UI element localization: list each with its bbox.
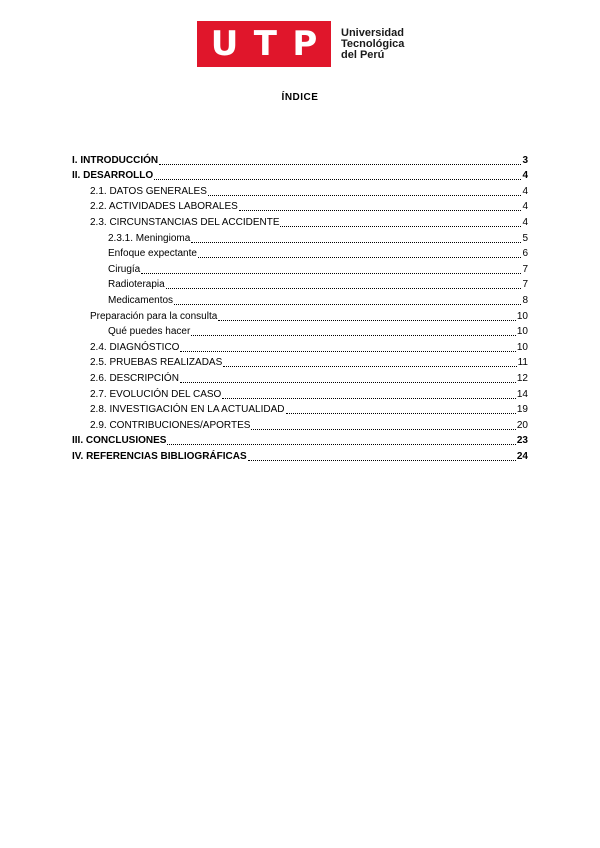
logo-letter-u: U xyxy=(210,24,239,64)
toc-entry-page: 7 xyxy=(522,263,528,275)
toc-entry[interactable] xyxy=(72,447,528,463)
toc-dot-leader xyxy=(280,217,521,227)
toc-entry[interactable] xyxy=(72,245,528,261)
toc-dot-leader xyxy=(223,357,516,367)
toc-dot-leader xyxy=(191,326,516,336)
toc-entry-page: 11 xyxy=(517,357,528,369)
toc-entry-label: Cirugía xyxy=(108,263,141,275)
toc-entry-label: 2.1. DATOS GENERALES xyxy=(90,185,207,197)
toc-entry-page: 10 xyxy=(516,310,528,322)
toc-entry[interactable] xyxy=(72,213,528,229)
toc-entry-label: 2.9. CONTRIBUCIONES/APORTES xyxy=(90,419,251,431)
toc-entry-label: Medicamentos xyxy=(108,294,174,306)
toc-entry[interactable] xyxy=(72,229,528,245)
toc-entry-label: II. DESARROLLO xyxy=(72,170,154,182)
toc-dot-leader xyxy=(159,155,521,165)
toc-entry-label: IV. REFERENCIAS BIBLIOGRÁFICAS xyxy=(72,450,247,462)
toc-entry-label: 2.8. INVESTIGACIÓN EN LA ACTUALIDAD xyxy=(90,404,285,416)
toc-entry[interactable] xyxy=(72,260,528,276)
toc-entry-page: 19 xyxy=(516,404,528,416)
toc-entry-label: 2.6. DESCRIPCIÓN xyxy=(90,372,179,384)
toc-entry[interactable] xyxy=(72,276,528,292)
toc-dot-leader xyxy=(248,451,516,461)
toc-entry-label: Preparación para la consulta xyxy=(90,310,218,322)
toc-entry-page: 4 xyxy=(522,216,528,228)
toc-dot-leader xyxy=(198,248,521,258)
toc-entry-label: 2.3. CIRCUNSTANCIAS DEL ACCIDENTE xyxy=(90,216,280,228)
table-of-contents xyxy=(72,151,528,463)
toc-dot-leader xyxy=(218,311,516,321)
toc-entry[interactable] xyxy=(72,307,528,323)
page-title: ÍNDICE xyxy=(281,92,319,103)
toc-entry-label: 2.3.1. Meningioma xyxy=(108,232,191,244)
utp-logo-mark xyxy=(197,21,331,67)
toc-dot-leader xyxy=(180,342,515,352)
toc-entry[interactable] xyxy=(72,182,528,198)
toc-entry-label: 2.5. PRUEBAS REALIZADAS xyxy=(90,357,223,369)
toc-entry-page: 4 xyxy=(522,185,528,197)
toc-entry-label: Qué puedes hacer xyxy=(108,326,191,338)
utp-logo xyxy=(197,21,404,67)
toc-dot-leader xyxy=(208,186,522,196)
toc-entry-page: 4 xyxy=(522,201,528,213)
toc-entry-label: I. INTRODUCCIÓN xyxy=(72,154,159,166)
toc-entry-page: 12 xyxy=(516,372,528,384)
toc-entry[interactable] xyxy=(72,151,528,167)
toc-dot-leader xyxy=(191,233,521,243)
toc-dot-leader xyxy=(166,279,522,289)
toc-entry-page: 23 xyxy=(516,435,528,447)
toc-entry-page: 20 xyxy=(516,419,528,431)
toc-entry-page: 5 xyxy=(522,232,528,244)
toc-dot-leader xyxy=(239,201,522,211)
toc-entry-page: 3 xyxy=(522,154,528,166)
toc-entry-page: 14 xyxy=(516,388,528,400)
toc-dot-leader xyxy=(286,404,516,414)
toc-dot-leader xyxy=(154,170,521,180)
logo-letter-p: P xyxy=(292,24,318,64)
toc-entry[interactable] xyxy=(72,369,528,385)
logo-line-1: Universidad xyxy=(341,26,404,39)
toc-entry-page: 8 xyxy=(522,294,528,306)
toc-dot-leader xyxy=(167,435,515,445)
toc-entry-label: 2.4. DIAGNÓSTICO xyxy=(90,341,180,353)
toc-entry[interactable] xyxy=(72,338,528,354)
toc-dot-leader xyxy=(222,389,516,399)
logo-letter-t: T xyxy=(253,24,277,64)
toc-entry[interactable] xyxy=(72,323,528,339)
utp-logo-wordmark xyxy=(341,28,404,61)
toc-entry-page: 10 xyxy=(516,341,528,353)
toc-entry-page: 6 xyxy=(522,248,528,260)
toc-entry-page: 24 xyxy=(516,450,528,462)
toc-entry-label: Enfoque expectante xyxy=(108,248,197,260)
toc-entry[interactable] xyxy=(72,291,528,307)
toc-entry[interactable] xyxy=(72,385,528,401)
toc-dot-leader xyxy=(141,264,521,274)
toc-entry[interactable] xyxy=(72,432,528,448)
toc-dot-leader xyxy=(174,295,521,305)
toc-entry-label: III. CONCLUSIONES xyxy=(72,435,167,447)
toc-entry-label: 2.2. ACTIVIDADES LABORALES xyxy=(90,201,238,213)
toc-entry-page: 7 xyxy=(522,279,528,291)
toc-entry-page: 4 xyxy=(522,170,528,182)
toc-entry-page: 10 xyxy=(516,326,528,338)
toc-entry-label: 2.7. EVOLUCIÓN DEL CASO xyxy=(90,388,222,400)
toc-dot-leader xyxy=(180,373,516,383)
logo-line-2: Tecnológica xyxy=(341,37,405,50)
toc-entry[interactable] xyxy=(72,198,528,214)
toc-entry[interactable] xyxy=(72,354,528,370)
toc-entry-label: Radioterapia xyxy=(108,279,165,291)
logo-line-3: del Perú xyxy=(341,48,385,61)
toc-dot-leader xyxy=(251,420,515,430)
toc-entry[interactable] xyxy=(72,167,528,183)
toc-entry[interactable] xyxy=(72,401,528,417)
toc-entry[interactable] xyxy=(72,416,528,432)
